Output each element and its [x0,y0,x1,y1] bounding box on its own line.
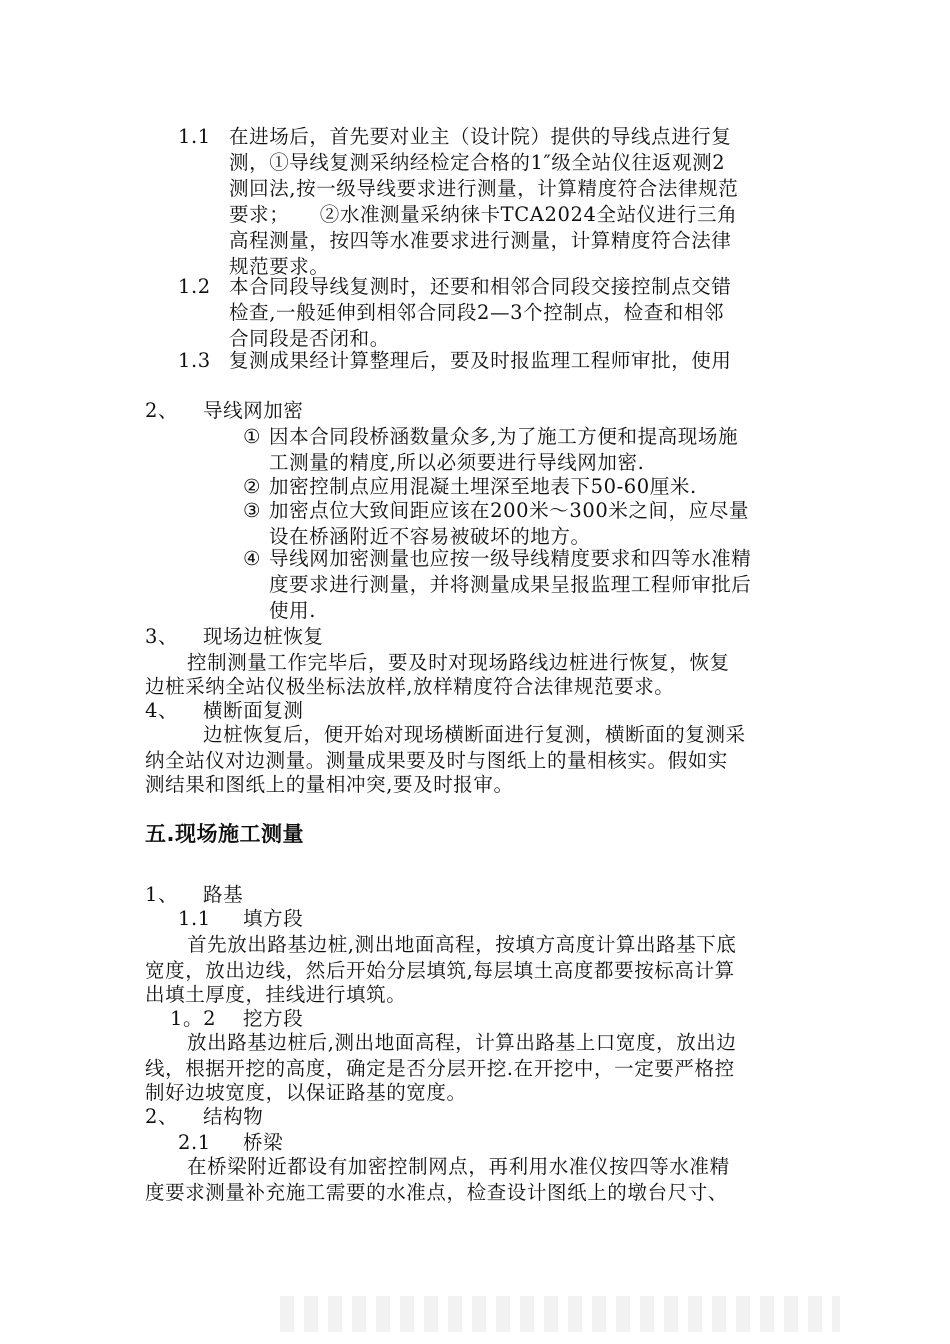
item-1-1-line-3: 测回法,按一级导线要求进行测量，计算精度符合法律规范 [229,177,739,200]
section-4-number: 4、 [145,699,179,722]
item-2-2-mark: ② [243,475,262,498]
section-4-line-1: 边桩恢复后，便开始对现场横断面进行复测，横断面的复测采 [203,723,746,746]
sub-1-2-line-2: 线，根据开挖的高度，确定是否分层开挖.在开挖中，一定要严格控 [145,1057,735,1080]
section-4-title: 横断面复测 [203,699,304,722]
faint-scan-artifact [280,1296,840,1332]
sub-2-1-number: 2.1 [178,1131,211,1154]
sub-2-title: 结构物 [203,1105,264,1128]
sub-2-number: 2、 [145,1105,179,1128]
item-1-2-number: 1.2 [178,275,211,298]
item-1-1-line-1: 在进场后，首先要对业主（设计院）提供的导线点进行复 [229,125,732,148]
item-1-1-line-2: 测，①导线复测采纳经检定合格的1″级全站仪往返观测2 [229,151,726,174]
sub-1-1-line-2: 宽度，放出边线，然后开始分层填筑,每层填土高度都要按标高计算 [145,959,735,982]
sub-1-1-number: 1.1 [178,907,211,930]
item-2-1-line-2: 工测量的精度,所以必须要进行导线网加密. [269,451,645,474]
sub-1-1-title: 填方段 [243,907,304,930]
item-2-1-mark: ① [243,425,262,448]
item-1-1-line-5: 高程测量，按四等水准要求进行测量，计算精度符合法律 [229,229,732,252]
item-1-2-line-2: 检查,一般延伸到相邻合同段2—3个控制点，检查和相邻 [229,301,725,324]
item-2-3-mark: ③ [243,499,262,522]
sub-1-2-line-1: 放出路基边桩后,测出地面高程，计算出路基上口宽度，放出边 [187,1031,737,1054]
item-1-1-number: 1.1 [178,125,211,148]
item-1-2-line-3: 合同段是否闭和。 [229,327,390,350]
sub-1-1-line-1: 首先放出路基边桩,测出地面高程，按填方高度计算出路基下底 [187,933,737,956]
chapter-5-heading: 五.现场施工测量 [145,822,304,846]
item-2-2-line-1: 加密控制点应用混凝土埋深至地表下50-60厘米. [269,475,697,498]
sub-1-2-line-3: 制好边坡宽度，以保证路基的宽度。 [145,1081,467,1104]
sub-1-1-line-3: 出填土厚度，挂线进行填筑。 [145,983,407,1006]
section-4-line-2: 纳全站仪对边测量。测量成果要及时与图纸上的量相核实。假如实 [145,749,728,772]
item-1-2-line-1: 本合同段导线复测时，还要和相邻合同段交接控制点交错 [229,275,732,298]
section-3-title: 现场边桩恢复 [203,625,324,648]
section-2-title: 导线网加密 [203,399,304,422]
section-2-number: 2、 [145,399,179,422]
item-2-1-line-1: 因本合同段桥涵数量众多,为了施工方便和提高现场施 [269,425,739,448]
item-1-1-line-4: 要求； ②水准测量采纳徕卡TCA2024全站仪进行三角 [229,203,738,226]
sub-2-1-title: 桥梁 [243,1131,284,1154]
item-2-4-line-1: 导线网加密测量也应按一级导线精度要求和四等水准精 [269,547,752,570]
item-2-4-mark: ④ [243,547,262,570]
section-3-number: 3、 [145,625,179,648]
sub-2-1-line-2: 度要求测量补充施工需要的水准点，检查设计图纸上的墩台尺寸、 [145,1181,728,1204]
sub-1-title: 路基 [203,883,244,906]
section-3-line-2: 边桩采纳全站仪极坐标法放样,放样精度符合法律规范要求。 [145,675,675,698]
sub-1-2-title: 挖方段 [243,1007,304,1030]
item-1-3-number: 1.3 [178,349,211,372]
sub-1-number: 1、 [145,883,179,906]
item-1-3-line-1: 复测成果经计算整理后，要及时报监理工程师审批，使用 [229,349,732,372]
item-1-1-line-6: 规范要求。 [229,255,330,278]
item-2-3-line-2: 设在桥涵附近不容易被破坏的地方。 [269,525,591,548]
sub-1-2-number: 1。2 [170,1007,217,1030]
section-4-line-3: 测结果和图纸上的量相冲突,要及时报审。 [145,773,514,796]
item-2-3-line-1: 加密点位大致间距应该在200米～300米之间，应尽量 [269,499,750,522]
sub-2-1-line-1: 在桥梁附近都设有加密控制网点，再利用水准仪按四等水准精 [187,1155,730,1178]
item-2-4-line-3: 使用. [269,599,316,622]
item-2-4-line-2: 度要求进行测量，并将测量成果呈报监理工程师审批后 [269,573,752,596]
section-3-line-1: 控制测量工作完毕后，要及时对现场路线边桩进行恢复，恢复 [187,651,730,674]
